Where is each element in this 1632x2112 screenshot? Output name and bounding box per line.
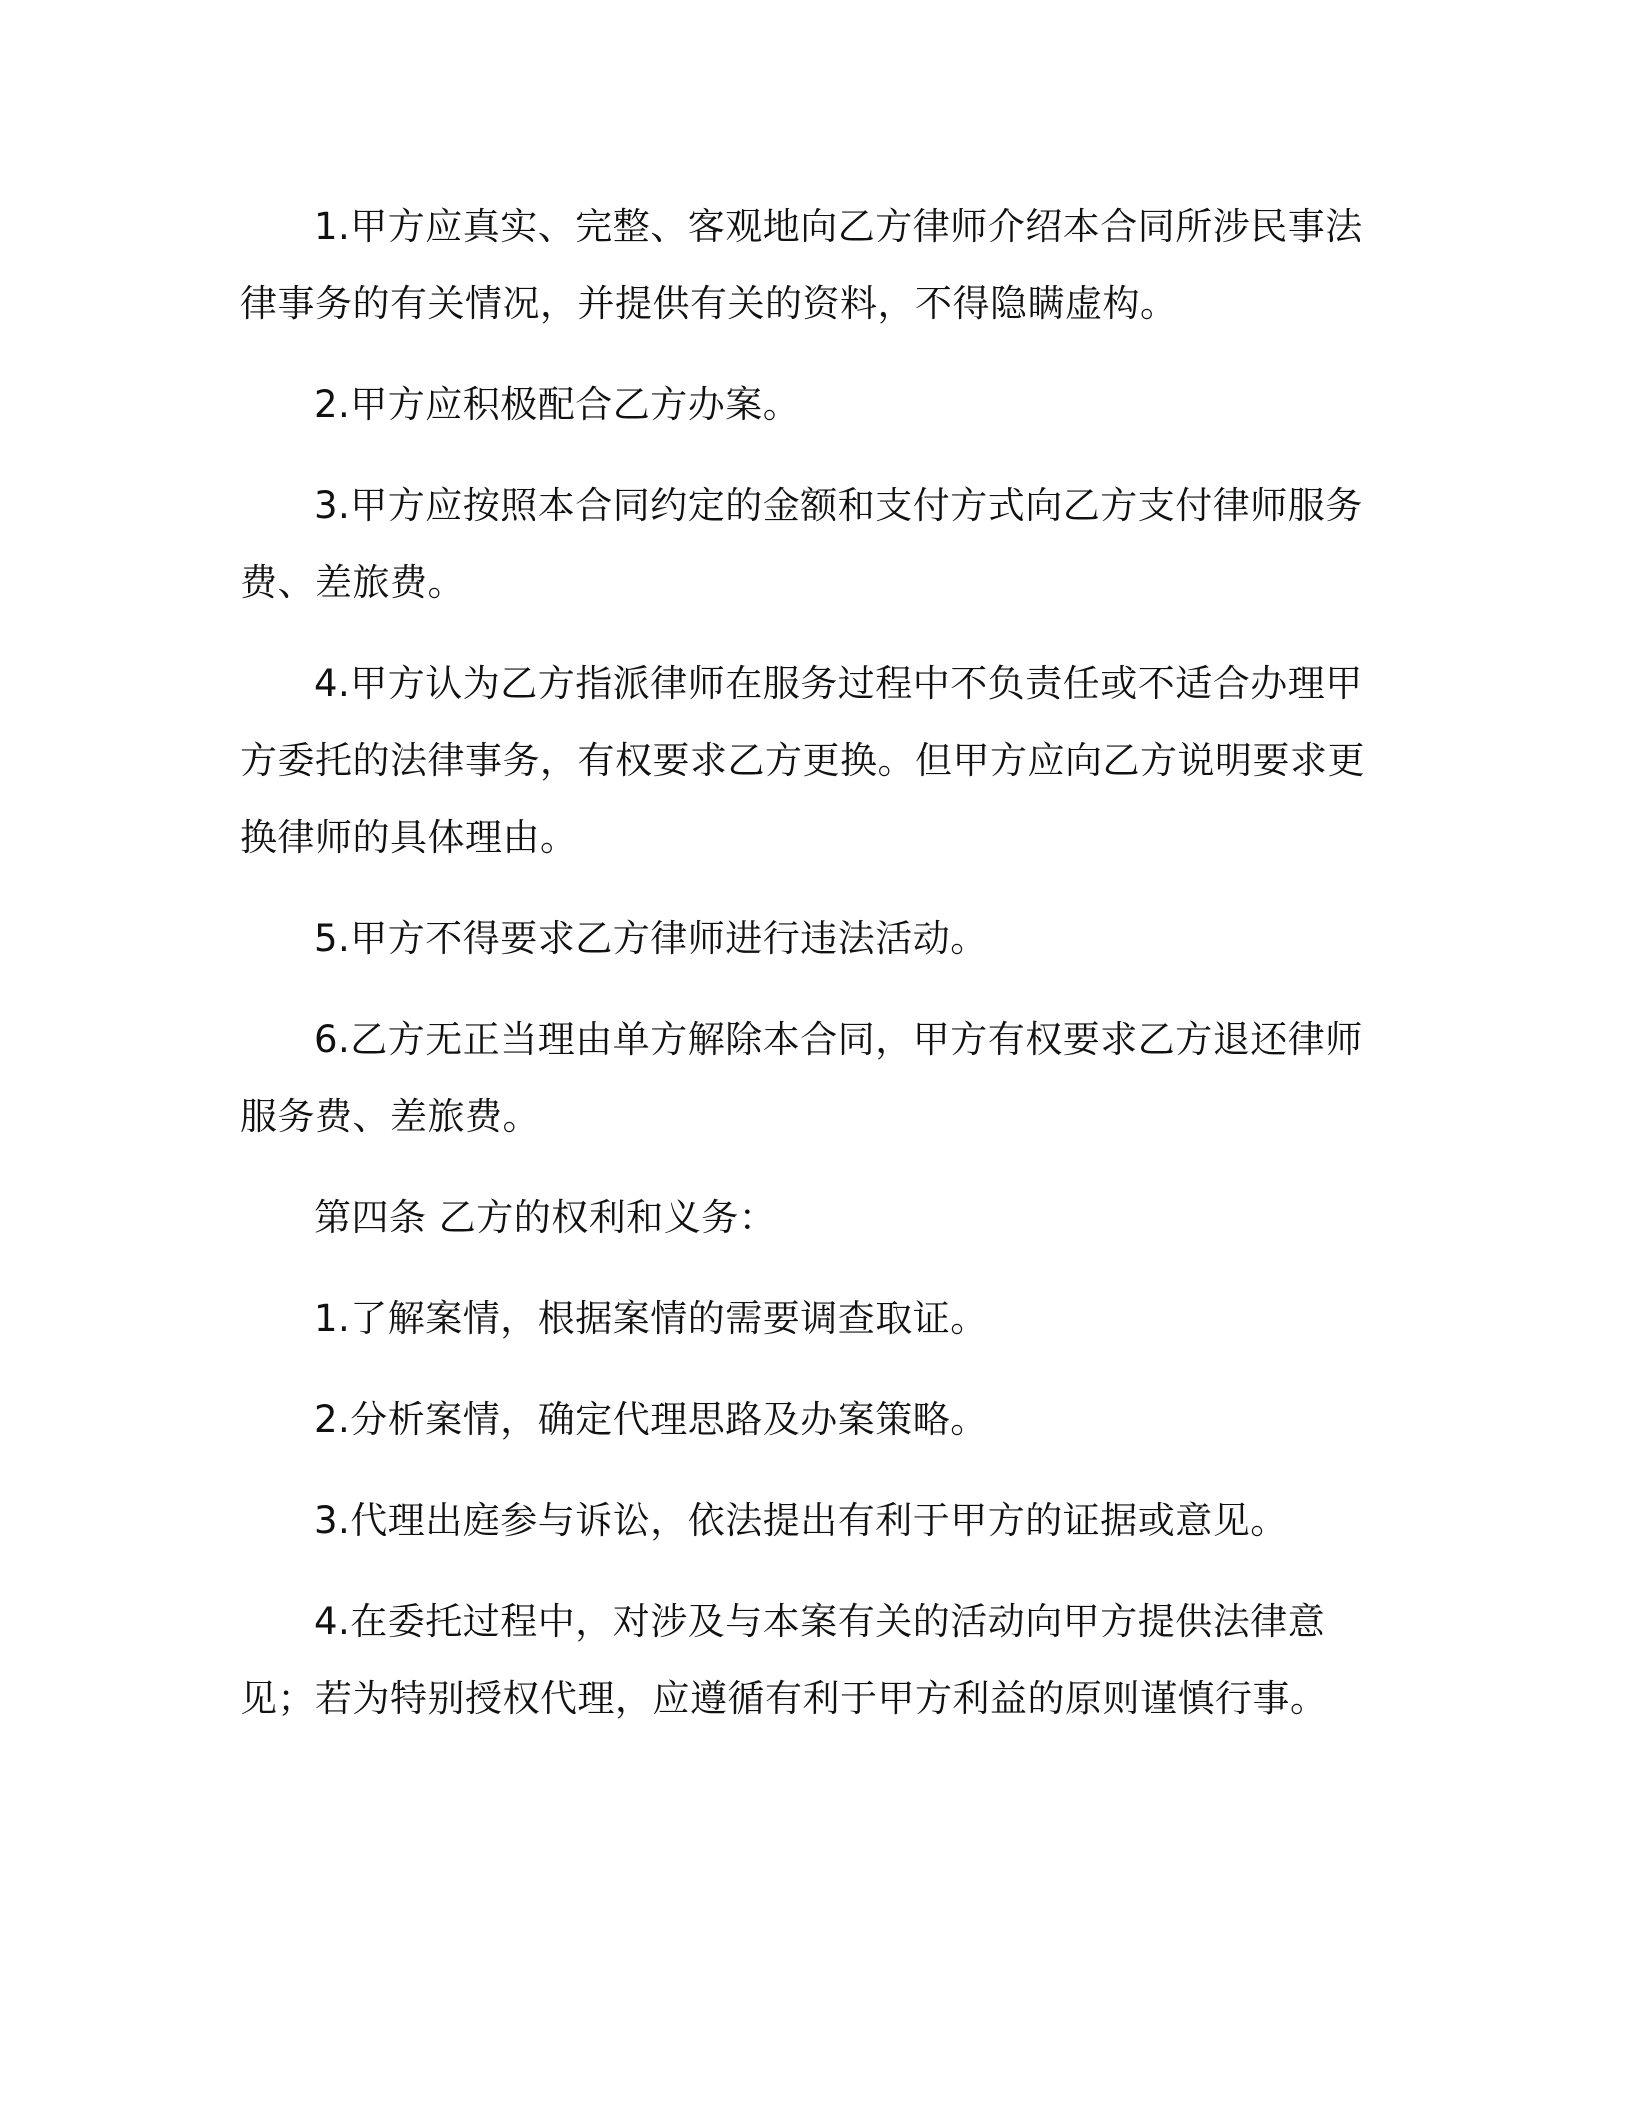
document-body	[240, 188, 1390, 1761]
paragraph-party-a-duty-5: 5.甲方不得要求乙方律师进行违法活动。	[314, 917, 988, 960]
paragraph-party-b-duty-2: 2.分析案情，确定代理思路及办案策略。	[314, 1398, 988, 1441]
paragraph-party-a-duty-6: 6.乙方无正当理由单方解除本合同，甲方有权要求乙方退还律师服务费、差旅费。	[240, 1018, 1363, 1138]
paragraph-party-a-duty-1: 1.甲方应真实、完整、客观地向乙方律师介绍本合同所涉民事法律事务的有关情况，并提供有关的资料，不得隐瞒虚构。	[240, 205, 1363, 325]
section-heading-article-4: 第四条 乙方的权利和义务：	[314, 1196, 777, 1239]
paragraph-party-a-duty-4: 4.甲方认为乙方指派律师在服务过程中不负责任或不适合办理甲方委托的法律事务，有权要求乙方更换。但甲方应向乙方说明要求更换律师的具体理由。	[240, 662, 1365, 859]
paragraph-party-b-duty-4: 4.在委托过程中，对涉及与本案有关的活动向甲方提供法律意见；若为特别授权代理，应遵循有利于甲方利益的原则谨慎行事。	[240, 1600, 1328, 1720]
paragraph-party-b-duty-1: 1.了解案情，根据案情的需要调查取证。	[314, 1297, 988, 1340]
paragraph-party-a-duty-2: 2.甲方应积极配合乙方办案。	[314, 383, 801, 426]
paragraph-party-b-duty-3: 3.代理出庭参与诉讼，依法提出有利于甲方的证据或意见。	[314, 1499, 1288, 1542]
paragraph-party-a-duty-3: 3.甲方应按照本合同约定的金额和支付方式向乙方支付律师服务费、差旅费。	[240, 484, 1363, 604]
